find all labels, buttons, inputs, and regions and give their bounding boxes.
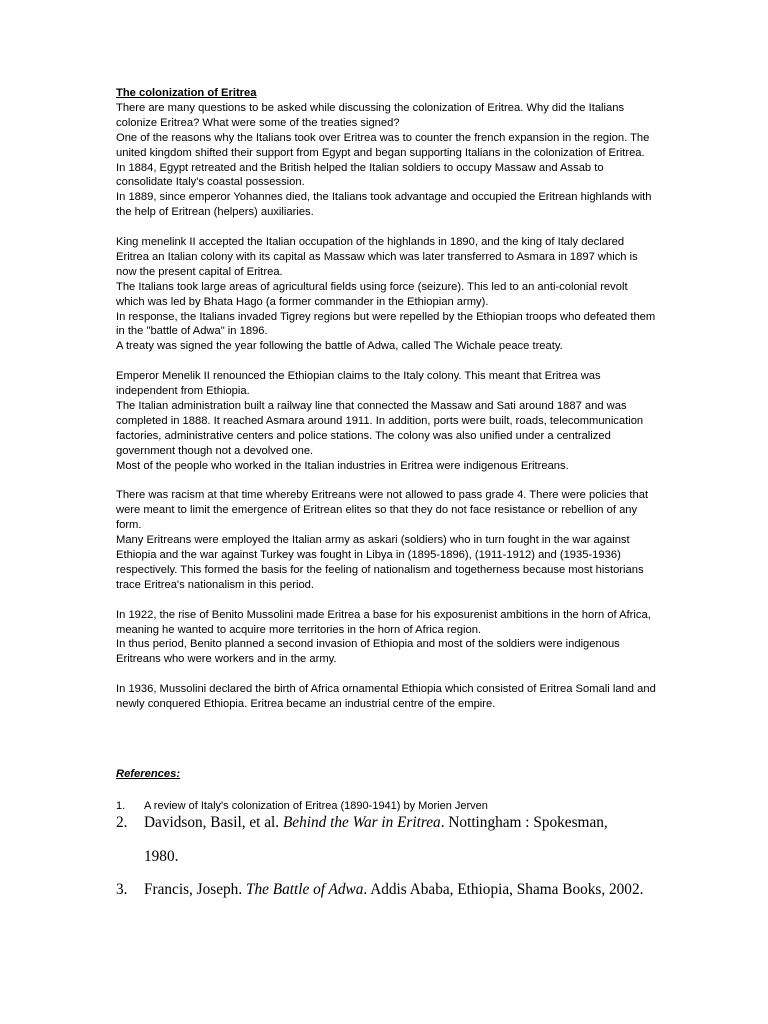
paragraph: A treaty was signed the year following the battle of Adwa, called The Wichale peace treaty. (116, 340, 563, 353)
paragraph: In response, the Italians invaded Tigrey regions but were repelled by the Ethiopian troops who defeated them in the "battle of Adwa" in 1896. (116, 310, 656, 338)
reference-title: Behind the War in Eritrea (282, 814, 441, 831)
section-6 (116, 682, 656, 712)
paragraph: One of the reasons why the Italians took over Eritrea was to counter the french expansion in the region. The united kingdom shifted their support from Egypt and began supporting Italians in the colonization of Eritrea. (116, 131, 650, 159)
paragraph: The Italians took large areas of agricultural fields using force (seizure). This led to an anti-colonial revolt which was led by Bhata Hago (a former commander in the Ethiopian army). (116, 280, 628, 308)
document-title: The colonization of Eritrea (116, 87, 257, 99)
paragraph: Emperor Menelik II renounced the Ethiopian claims to the Italy colony. This meant that Eritrea was independent from Ethiopia. (116, 370, 601, 398)
references-heading: References: (116, 768, 181, 780)
reference-publisher: . Nottingham : Spokesman, (440, 814, 608, 831)
section-4 (116, 488, 656, 592)
reference-author: Davidson, Basil, et al. (144, 814, 283, 831)
blank-line (116, 354, 656, 369)
blank-line (116, 474, 656, 489)
paragraph: The Italian administration built a railway line that connected the Massaw and Sati around 1887 and was completed in 1888. It reached Asmara around 1911. In addition, ports were built, roads, telecommunication factories, administrative centers and police stations. The colony was also unified under a centralized government though not a devolved one. (116, 400, 644, 457)
reference-number: 2. (116, 814, 128, 831)
paragraph: There are many questions to be asked while discussing the colonization of Eritrea. Why did the Italians colonize Eritrea? What were some of the treaties signed? (116, 101, 625, 129)
reference-text: A review of Italy's colonization of Eritrea (1890-1941) by Morien Jerven (144, 800, 488, 812)
reference-item-2 (116, 814, 676, 832)
paragraph: In thus period, Benito planned a second invasion of Ethiopia and most of the soldiers were indigenous Eritreans who were workers and in the army. (116, 638, 620, 666)
blank-line (116, 667, 656, 682)
paragraph: King menelink II accepted the Italian occupation of the highlands in 1890, and the king of Italy declared Eritrea an Italian colony with its capital as Massaw which was later transferred to Asmara in 1897 which is now the present capital of Eritrea. (116, 236, 638, 278)
reference-author: Francis, Joseph. (144, 881, 246, 898)
paragraph: There was racism at that time whereby Eritreans were not allowed to pass grade 4. There were policies that were meant to limit the emergence of Eritrean elites so that they do not face resistance or rebellion of any form. (116, 489, 649, 532)
section-1 (116, 101, 656, 220)
paragraph: In 1922, the rise of Benito Mussolini made Eritrea a base for his exposurenist ambitions in the horn of Africa, meaning he wanted to acquire more territories in the horn of Africa region. (116, 608, 651, 636)
blank-line (116, 593, 656, 608)
section-5 (116, 608, 656, 668)
reference-item-3 (116, 881, 676, 899)
reference-number: 3. (116, 881, 128, 898)
paragraph: In 1889, since emperor Yohannes died, the Italians took advantage and occupied the Eritrean highlands with the help of Eritrean (helpers) auxiliaries. (116, 191, 652, 219)
paragraph: In 1936, Mussolini declared the birth of Africa ornamental Ethiopia which consisted of Eritrea Somali land and newly conquered Ethiopia. Eritrea became an industrial centre of the empire. (116, 683, 656, 711)
paragraph: Most of the people who worked in the Italian industries in Eritrea were indigenous Eritreans. (116, 459, 569, 472)
section-3 (116, 369, 656, 473)
reference-title: The Battle of Adwa (245, 881, 364, 898)
paragraph: Many Eritreans were employed the Italian army as askari (soldiers) who in turn fought in the war against Ethiopia and the war against Turkey was fought in Libya in (1895-1896), (1911-1912) and (1935-1936) respectively. This formed the basis for the feeling of nationalism and togetherness because most historians trace Eritrea's nationalism in this period. (116, 534, 644, 591)
reference-publisher: . Addis Ababa, Ethiopia, Shama Books, 2002. (363, 881, 644, 898)
reference-item-1 (116, 799, 676, 813)
reference-item-2-year: 1980. (144, 848, 179, 865)
reference-number: 1. (116, 800, 126, 812)
paragraph: In 1884, Egypt retreated and the British helped the Italian soldiers to occupy Massaw and Assab to consolidate Italy's coastal possession. (116, 161, 604, 189)
section-2 (116, 235, 656, 354)
document-body (116, 86, 656, 712)
blank-line (116, 220, 656, 235)
